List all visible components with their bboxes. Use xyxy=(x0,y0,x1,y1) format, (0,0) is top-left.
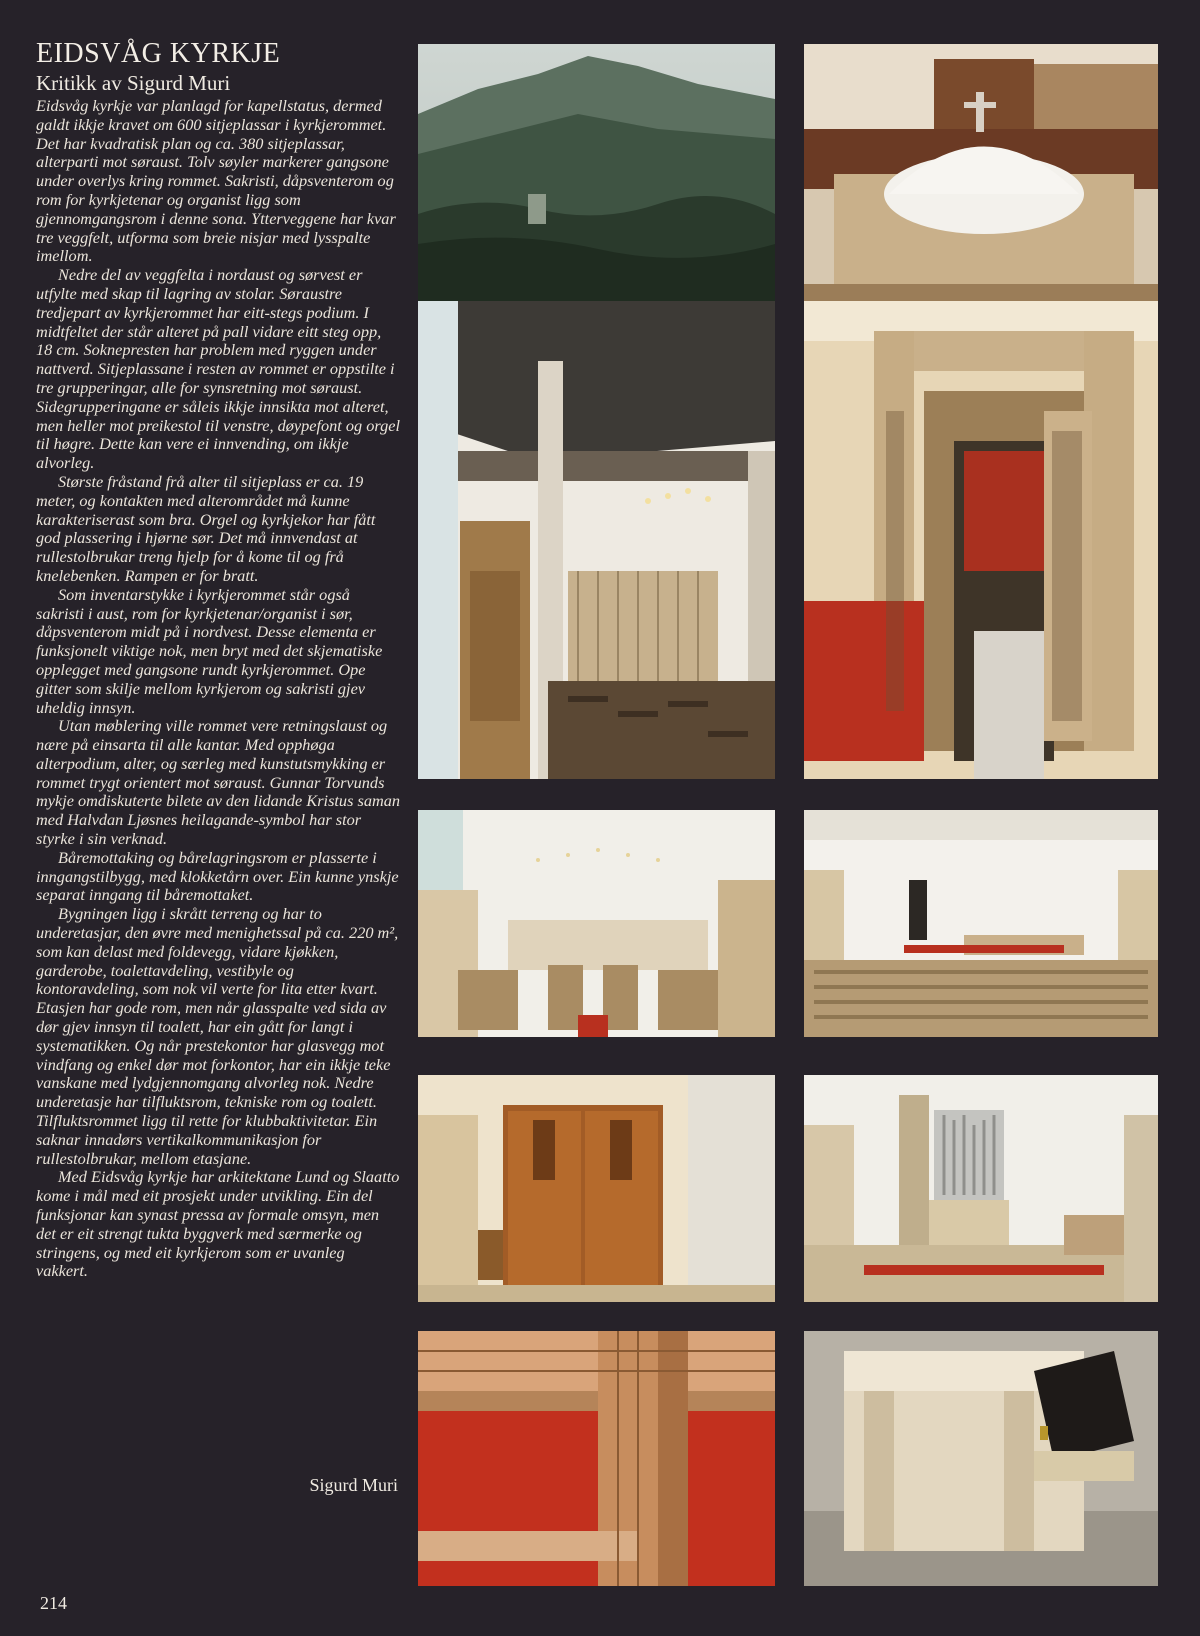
photo-wooden-doorway xyxy=(804,301,1158,779)
author-signature: Sigurd Muri xyxy=(309,1475,398,1495)
photo-interior-sacristy xyxy=(418,301,775,779)
photo-baptismal-font xyxy=(804,44,1158,306)
photo-landscape-mountain xyxy=(418,44,775,306)
article-title: EIDSVÅG KYRKJE xyxy=(36,38,281,69)
article-subtitle: Kritikk av Sigurd Muri xyxy=(36,71,231,95)
photo-altar-painting xyxy=(804,810,1158,1037)
page-number: 214 xyxy=(40,1593,67,1613)
article-paragraph: Største fråstand frå alter til sitjeplass er ca. 19 meter, og kontakten med alterområdet må kunne karakteriserast som bra. Orgel og kyrkjekor har fått god plassering i hjørne sør. Det må innvendast at rullestolbrukar treng hjelp for å kome til og frå knelebenken. Rampen er for bratt. xyxy=(36,471,376,585)
photo-nave-pews xyxy=(418,810,775,1037)
article-paragraph: Utan møblering ville rommet vere retningslaust og nære på einsarta til alle kantar. Med opphøga alterpodium, alter, og særleg med kunstutsmykking er rommet trygt orientert mot søraust. Gunnar Torvunds mykje omdiskuterte bilete av den lidande Kristus saman med Halvdan Ljøsnes heilagande-symbol har stor styrke i sin verknad. xyxy=(36,716,400,849)
photo-organ xyxy=(804,1075,1158,1302)
article-paragraph: Båremottaking og bårelagringsrom er plasserte i inngangstilbygg, med klokketårn over. Ein kunne ynskje separat inngang til båremottaket. xyxy=(36,847,399,905)
photo-wood-joinery xyxy=(418,1331,775,1586)
article-paragraph: Med Eidsvåg kyrkje har arkitektane Lund og Slaatto kome i mål med eit prosjekt under utvikling. Ein del funksjonar kan synast pressa av formale omsyn, men det er eit strengt tukta byggverk med særmerke og stringens, og med eit kyrkjerom som er uvanleg vakkert. xyxy=(36,1167,400,1281)
photo-wooden-double-doors xyxy=(418,1075,775,1302)
article-paragraph: Eidsvåg kyrkje var planlagd for kapellstatus, dermed galdt ikkje kravet om 600 sitjeplassar i kyrkjerommet. Det har kvadratisk plan og ca. 380 sitjeplassar, alterparti mot søraust. Tolv søyler markerer gangsone under overlys kring rommet. Sakristi, dåpsventerom og rom for kyrkjetenar og organist ligg som gjennomgangsrom i denne sona. Ytterveggene har kvar tre veggfelt, utforma som breie nisjar med lysspalte imellom. xyxy=(36,96,396,266)
article-paragraph: Som inventarstykke i kyrkjerommet står også sakristi i aust, rom for kyrkjetenar/organist i sør, dåpsventerom midt på i nordvest. Desse elementa er funksjonelt viktige nok, men bryt med det skjematiske opplegget med gangsone rundt kyrkjerommet. Ope gitter som skilje mellom kyrkjerom og sakristi gjev uheldig innsyn. xyxy=(36,584,383,717)
article-body xyxy=(36,97,400,1281)
article-paragraph: Bygningen ligg i skrått terreng og har to underetasjar, den øvre med menighetssal på ca. 220 m², som kan delast med foldevegg, vidare kjøkken, garderobe, toalettavdeling, vestibyle og kontoravdeling, som nok vil verte for lita etter kvart. Etasjen har gode rom, men når glasspalte ved sida av dør gjev innsyn til toalett, har ein gått for langt i systematikken. Og når prestekontor har glasvegg mot vindfang og enkel dør mot forkontor, har ein ikkje teke vanskane med lydgjennomgang alvorleg nok. Nedre underetasje har tilfluktsrom, tekniske rom og toalett. Tilfluktsrommet ligg til rette for klubbaktivitetar. Ein saknar innadørs vertikalkommunikasjon for rullestolbrukar, mellom etasjane. xyxy=(36,904,399,1168)
photo-lectern-book xyxy=(804,1331,1158,1586)
article-paragraph: Nedre del av veggfelta i nordaust og sørvest er utfylte med skap til lagring av stolar. Søraustre tredjepart av kyrkjerommet har eitt-stegs podium. I midtfeltet der står alteret på pall vidare eitt steg opp, 18 cm. Soknepresten har problem med ryggen under nattverd. Sitjeplassane i resten av rommet er oppstilte i tre grupperingar, alle for synsretning mot søraust. Sidegrupperingane er såleis ikkje innsikta mot alteret, men heller mot preikestol til venstre, døypefont og orgel til høgre. Dette kan vere ei innvending, om ikkje alvorleg. xyxy=(36,265,400,473)
